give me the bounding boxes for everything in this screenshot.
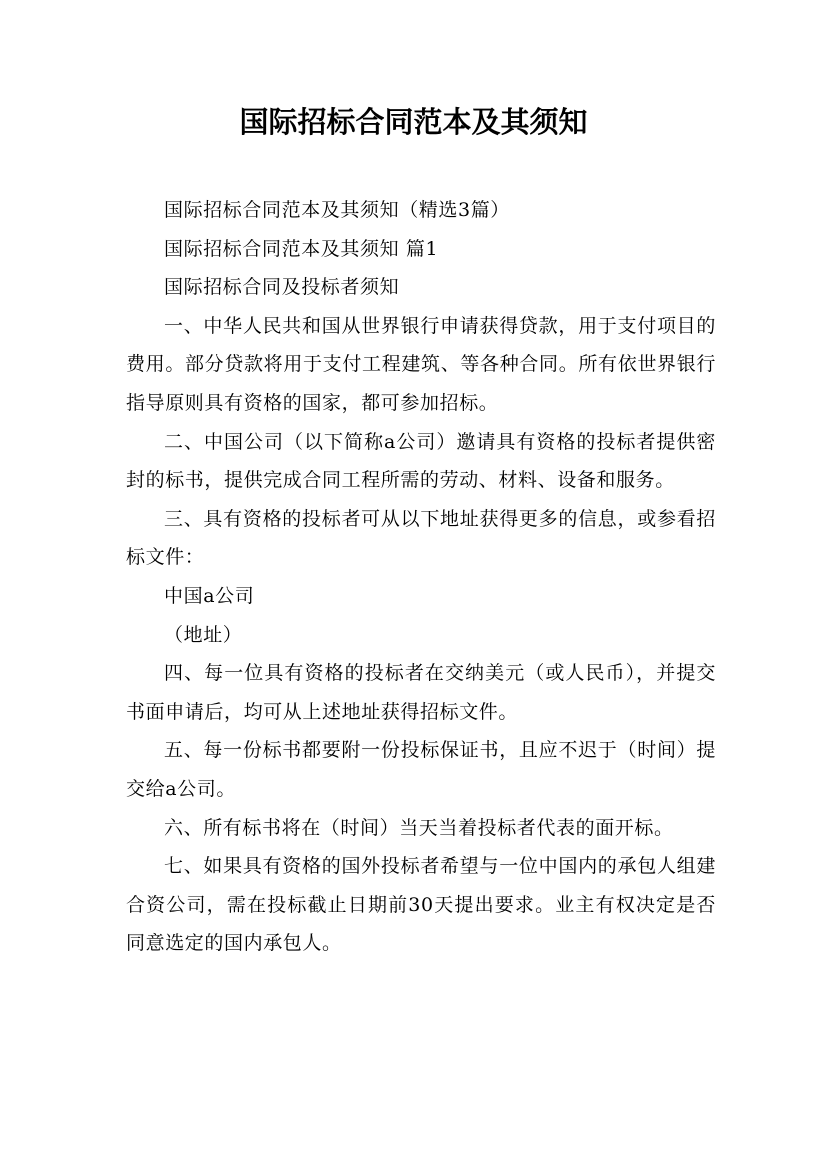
paragraph-clause-4: 四、每一位具有资格的投标者在交纳美元（或人民币），并提交书面申请后，均可从上述地址获得招标文件。 bbox=[126, 662, 716, 723]
paragraph-address: （地址） bbox=[164, 623, 243, 646]
paragraph-clause-3: 三、具有资格的投标者可从以下地址获得更多的信息，或参看招标文件： bbox=[126, 507, 716, 569]
paragraph-clause-5: 五、每一份标书都要附一份投标保证书，且应不迟于（时间）提交给a公司。 bbox=[126, 739, 716, 800]
paragraph-contract-heading: 国际招标合同及投标者须知 bbox=[164, 276, 400, 299]
paragraph-clause-7: 七、如果具有资格的国外投标者希望与一位中国内的承包人组建合资公司，需在投标截止日期前30天提出要求。业主有权决定是否同意选定的国内承包人。 bbox=[126, 855, 716, 955]
document-title: 国际招标合同范本及其须知 bbox=[239, 105, 588, 139]
document-body bbox=[126, 191, 716, 963]
paragraph-subtitle: 国际招标合同范本及其须知（精选3篇） bbox=[164, 199, 510, 221]
paragraph-clause-2: 二、中国公司（以下简称a公司）邀请具有资格的投标者提供密封的标书，提供完成合同工程所需的劳动、材料、设备和服务。 bbox=[126, 430, 716, 492]
paragraph-clause-1: 一、中华人民共和国从世界银行申请获得贷款，用于支付项目的费用。部分贷款将用于支付工程建筑、等各种合同。所有依世界银行指导原则具有资格的国家，都可参加招标。 bbox=[126, 314, 716, 414]
paragraph-section-heading: 国际招标合同范本及其须知 篇1 bbox=[164, 237, 439, 260]
paragraph-company-name: 中国a公司 bbox=[164, 584, 255, 607]
paragraph-clause-6: 六、所有标书将在（时间）当天当着投标者代表的面开标。 bbox=[164, 816, 674, 839]
